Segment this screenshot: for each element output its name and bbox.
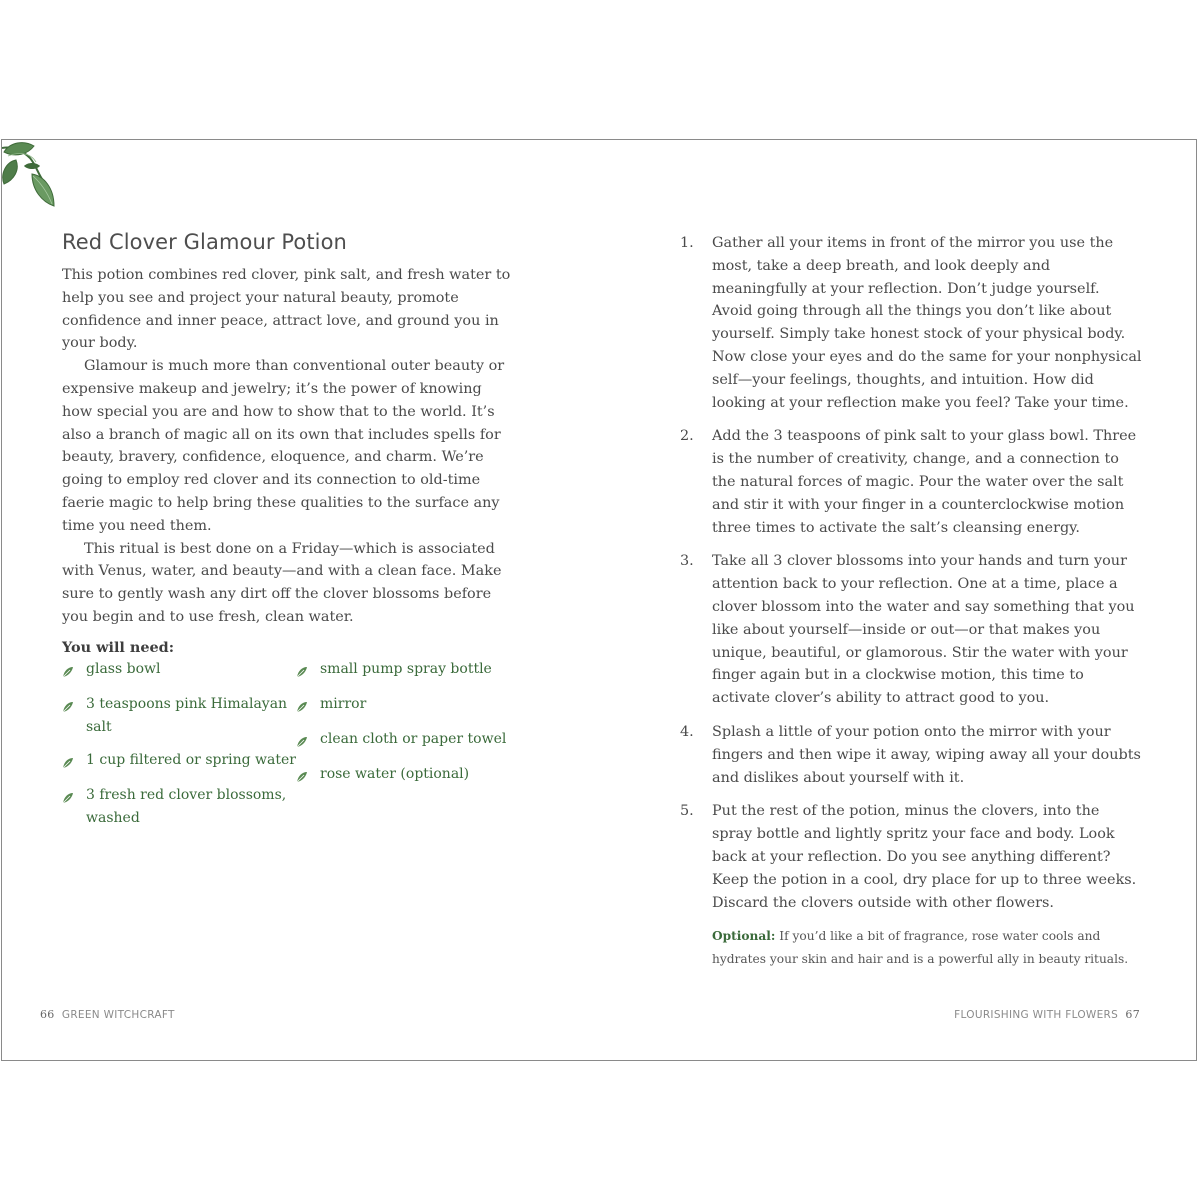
left-folio bbox=[40, 1008, 175, 1021]
step-item bbox=[680, 721, 1142, 789]
ingredient-item: 3 teaspoons pink Himalayan salt bbox=[62, 693, 296, 739]
recipe-title: Red Clover Glamour Potion bbox=[62, 230, 347, 254]
step-text: Gather all your items in front of the mirror you use the most, take a deep breath, and look deeply and meaningfully at your reflection. Don’t judge yourself. Avoid going through all the things you don’t like about yourself. Simply take honest stock of your physical body. Now close your eyes and do the same for your nonphysical self—your feelings, thoughts, and intuition. How did looking at your reflection make you feel? Take your time. bbox=[712, 235, 1142, 411]
ritual-paragraph: This ritual is best done on a Friday—which is associated with Venus, water, and beauty—and with a clean face. Make sure to gently wash any dirt off the clover blossoms before you begin and to use fresh, clean water. bbox=[62, 540, 502, 625]
intro-paragraph: This potion combines red clover, pink salt, and fresh water to help you see and project your natural beauty, promote confidence and inner peace, attract love, and ground you in your body. bbox=[62, 267, 511, 352]
step-item bbox=[680, 232, 1142, 414]
step-text: Add the 3 teaspoons of pink salt to your glass bowl. Three is the number of creativity, change, and a connection to the natural forces of magic. Pour the water over the salt and stir it with your finger in a counterclockwise motion three times to activate the salt’s cleansing energy. bbox=[712, 428, 1137, 536]
leaf-bullet-icon bbox=[296, 658, 320, 682]
ingredient-column-1 bbox=[62, 658, 296, 841]
optional-text: If you’d like a bit of fragrance, rose water cools and hydrates your skin and hair and is a powerful ally in beauty rituals. bbox=[712, 929, 1129, 966]
right-page-number: 67 bbox=[1125, 1008, 1140, 1021]
right-folio bbox=[954, 1008, 1140, 1021]
leaf-bullet-icon bbox=[296, 693, 320, 717]
glamour-paragraph: Glamour is much more than conventional outer beauty or expensive makeup and jewelry; it’s the power of knowing how special you are and how to show that to the world. It’s also a branch of magic all on its own that includes spells for beauty, bravery, confidence, eloquence, and charm. We’re going to employ red clover and its connection to old-time faerie magic to help bring these qualities to the surface any time you need them. bbox=[62, 358, 505, 534]
instruction-steps bbox=[680, 232, 1142, 914]
leaf-bullet-icon bbox=[62, 749, 86, 773]
leaf-bullet-icon bbox=[296, 763, 320, 787]
optional-label: Optional: bbox=[712, 929, 776, 944]
step-number: 4. bbox=[680, 723, 694, 740]
leaf-bullet-icon bbox=[296, 728, 320, 752]
leaf-bullet-icon bbox=[62, 784, 86, 808]
ingredient-list bbox=[62, 658, 512, 841]
step-number: 1. bbox=[680, 235, 694, 251]
step-text: Take all 3 clover blossoms into your hands and turn your attention back to your reflection. One at a time, place a clover blossom into the water and say something that you like about yourself—inside or out—or that makes you unique, beautiful, or glamorous. Stir the water with your finger again but in a clockwise motion, this time to activate clover’s ability to attract good to you. bbox=[712, 553, 1135, 707]
step-text: Splash a little of your potion onto the mirror with your fingers and then wipe it away, wiping away all your doubts and dislikes about yourself with it. bbox=[712, 723, 1141, 786]
ingredient-item: mirror bbox=[296, 693, 512, 717]
step-number: 3. bbox=[680, 553, 694, 570]
step-number: 2. bbox=[680, 428, 694, 445]
step-item bbox=[680, 425, 1142, 539]
left-running-head: GREEN WITCHCRAFT bbox=[61, 1009, 175, 1021]
leaf-bullet-icon bbox=[62, 693, 86, 717]
ingredient-item: 3 fresh red clover blossoms, washed bbox=[62, 784, 296, 830]
ingredient-item: glass bowl bbox=[62, 658, 296, 682]
leaf-decoration-icon bbox=[2, 140, 64, 216]
ingredient-item: 1 cup filtered or spring water bbox=[62, 749, 296, 773]
leaf-bullet-icon bbox=[62, 658, 86, 682]
you-will-need-heading: You will need: bbox=[62, 638, 175, 656]
ingredient-item: rose water (optional) bbox=[296, 763, 512, 787]
step-text: Put the rest of the potion, minus the clovers, into the spray bottle and lightly spritz your face and body. Look back at your reflection. Do you see anything different? Keep the potion in a cool, dry place for up to three weeks. Discard the clovers outside with other flowers. bbox=[712, 803, 1137, 911]
ingredient-item: small pump spray bottle bbox=[296, 658, 512, 682]
left-page-number: 66 bbox=[40, 1008, 55, 1021]
ingredient-item: clean cloth or paper towel bbox=[296, 728, 512, 752]
right-page bbox=[680, 232, 1142, 971]
right-running-head: FLOURISHING WITH FLOWERS bbox=[954, 1009, 1119, 1021]
left-page bbox=[62, 230, 512, 841]
ingredient-column-2 bbox=[296, 658, 512, 841]
optional-note bbox=[712, 925, 1142, 970]
step-item bbox=[680, 800, 1142, 914]
step-number: 5. bbox=[680, 803, 694, 820]
step-item bbox=[680, 550, 1142, 710]
book-spread bbox=[1, 139, 1197, 1061]
